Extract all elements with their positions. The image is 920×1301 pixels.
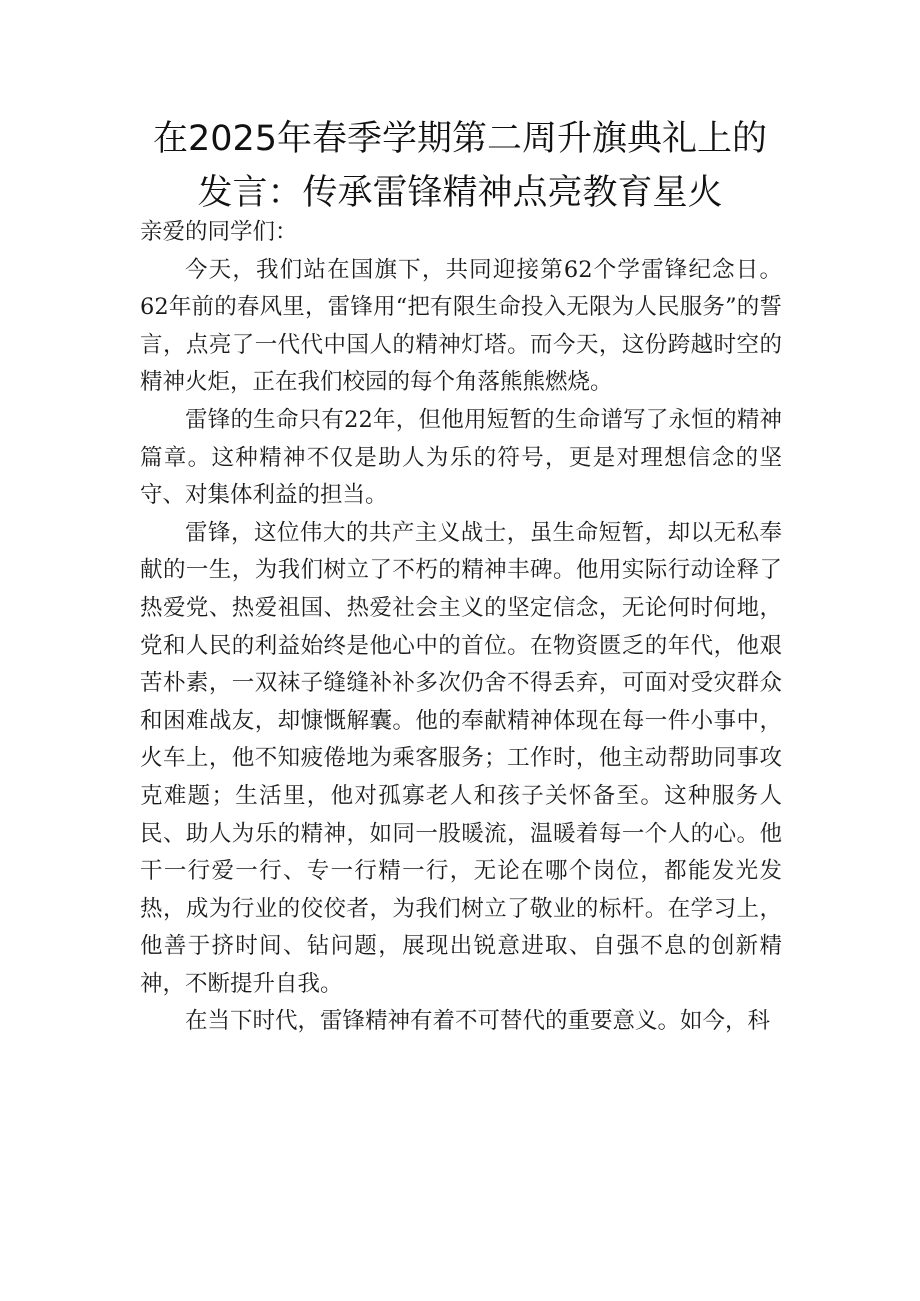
paragraph-3: 雷锋，这位伟大的共产主义战士，虽生命短暂，却以无私奉献的一生，为我们树立了不朽的精神丰碑。他用实际行动诠释了热爱党、热爱祖国、热爱社会主义的坚定信念，无论何时何地，党和人民的利益始终是他心中的首位。在物资匮乏的年代，他艰苦朴素，一双袜子缝缝补补多次仍舍不得丢弃，可面对受灾群众和困难战友，却慷慨解囊。他的奉献精神体现在每一件小事中，火车上，他不知疲倦地为乘客服务；工作时，他主动帮助同事攻克难题；生活里，他对孤寡老人和孩子关怀备至。这种服务人民、助人为乐的精神，如同一股暖流，温暖着每一个人的心。他干一行爱一行、专一行精一行，无论在哪个岗位，都能发光发热，成为行业的佼佼者，为我们树立了敬业的标杆。在学习上，他善于挤时间、钻问题，展现出锐意进取、自强不息的创新精神，不断提升自我。	[140, 519, 782, 997]
paragraph-1: 今天，我们站在国旗下，共同迎接第62个学雷锋纪念日。62年前的春风里，雷锋用“把有限生命投入无限为人民服务”的誓言，点亮了一代代中国人的精神灯塔。而今天，这份跨越时空的精神火炬，正在我们校园的每个角落熊熊燃烧。	[140, 256, 782, 396]
document-title: 在2025年春季学期第二周升旗典礼上的发言：传承雷锋精神点亮教育星火	[152, 119, 768, 213]
paragraph-4: 在当下时代，雷锋精神有着不可替代的重要意义。如今，科	[185, 1008, 771, 1035]
paragraph-2: 雷锋的生命只有22年，但他用短暂的生命谱写了永恒的精神篇章。这种精神不仅是助人为乐的符号，更是对理想信念的坚守、对集体利益的担当。	[140, 406, 782, 509]
document-body	[140, 214, 782, 1041]
salutation: 亲爱的同学们：	[140, 219, 298, 245]
